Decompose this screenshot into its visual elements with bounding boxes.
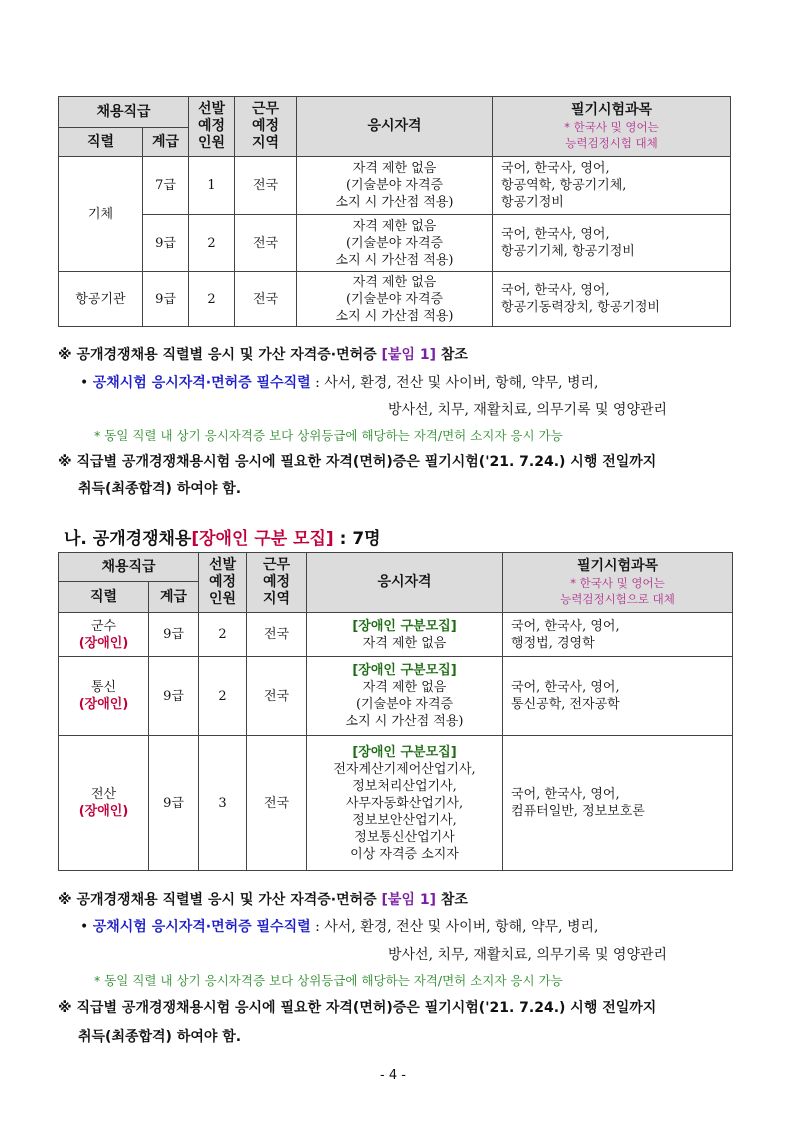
header-job-grade: 채용직급 (59, 553, 199, 582)
cell-region: 전국 (247, 736, 307, 871)
header-grade: 계급 (143, 128, 189, 157)
cell-count: 3 (199, 736, 247, 871)
cell-qualification: 자격 제한 없음 (기술분야 자격증 소지 시 가산점 적용) (297, 215, 493, 272)
cell-qualification: 자격 제한 없음 (기술분야 자격증 소지 시 가산점 적용) (297, 157, 493, 215)
cell-qualification: 자격 제한 없음 (기술분야 자격증 소지 시 가산점 적용) (297, 272, 493, 327)
note-certificate-deadline-cont: 취득(최종합격) 하여야 함. (78, 1029, 242, 1045)
cell-region: 전국 (247, 657, 307, 736)
cell-subjects: 국어, 한국사, 영어, 통신공학, 전자공학 (503, 657, 733, 736)
table-row (59, 215, 731, 272)
cell-region: 전국 (235, 215, 297, 272)
cell-series: 기체 (59, 157, 143, 272)
cell-subjects: 국어, 한국사, 영어, 항공기동력장치, 항공기정비 (493, 272, 731, 327)
cell-count: 2 (199, 657, 247, 736)
header-work-region: 근무 예정 지역 (235, 97, 297, 157)
header-exam-subjects: 필기시험과목 * 한국사 및 영어는 능력검정시험 대체 (493, 97, 731, 157)
cell-region: 전국 (235, 272, 297, 327)
cell-count: 2 (189, 215, 235, 272)
cell-grade: 9급 (149, 657, 199, 736)
table-disabled-recruitment (58, 552, 733, 871)
header-exam-subjects: 필기시험과목 * 한국사 및 영어는 능력검정시험으로 대체 (503, 553, 733, 613)
table-row (59, 157, 731, 215)
cell-qualification: [장애인 구분모집] 자격 제한 없음 (기술분야 자격증 소지 시 가산점 적용) (307, 657, 503, 736)
cell-series: 군수 (장애인) (59, 613, 149, 657)
note-certificate-reference: ※ 공개경쟁채용 직렬별 응시 및 가산 자격증·면허증 [붙임 1] 참조 (58, 892, 468, 908)
bullet-required-series: • 공채시험 응시자격·면허증 필수직렬 : 사서, 환경, 전산 및 사이버, 항해, 약무, 병리, (80, 919, 599, 935)
cell-subjects: 국어, 한국사, 영어, 항공역학, 항공기기체, 항공기정비 (493, 157, 731, 215)
appendix-link[interactable]: [붙임 1] (381, 347, 436, 363)
cell-count: 2 (189, 272, 235, 327)
cell-series: 항공기관 (59, 272, 143, 327)
note-certificate-reference: ※ 공개경쟁채용 직렬별 응시 및 가산 자격증·면허증 [붙임 1] 참조 (58, 347, 468, 363)
bullet-required-series-cont: 방사선, 치무, 재활치료, 의무기록 및 영양관리 (388, 947, 668, 963)
section-title: 나. 공개경쟁채용[장애인 구분 모집] : 7명 (64, 529, 381, 549)
cell-qualification: [장애인 구분모집] 자격 제한 없음 (307, 613, 503, 657)
table-row (59, 657, 733, 736)
note-certificate-deadline: ※ 직급별 공개경쟁채용시험 응시에 필요한 자격(면허)증은 필기시험('21. 7.24.) 시행 전일까지 (58, 454, 657, 470)
table-general-recruitment (58, 96, 731, 327)
cell-qualification: [장애인 구분모집] 전자계산기제어산업기사, 정보처리산업기사, 사무자동화산업기사, 정보보안산업기사, 정보통신산업기사 이상 자격증 소지자 (307, 736, 503, 871)
cell-subjects: 국어, 한국사, 영어, 컴퓨터일반, 정보보호론 (503, 736, 733, 871)
table-row (59, 736, 733, 871)
table-row (59, 613, 733, 657)
header-work-region: 근무 예정 지역 (247, 553, 307, 613)
green-note: * 동일 직렬 내 상기 응시자격증 보다 상위등급에 해당하는 자격/면허 소지자 응시 가능 (94, 973, 563, 988)
cell-subjects: 국어, 한국사, 영어, 항공기기체, 항공기정비 (493, 215, 731, 272)
header-planned-count: 선발 예정 인원 (199, 553, 247, 613)
page-number: - 4 - (380, 1068, 406, 1083)
cell-count: 1 (189, 157, 235, 215)
cell-series: 전산 (장애인) (59, 736, 149, 871)
cell-grade: 9급 (149, 736, 199, 871)
header-job-grade: 채용직급 (59, 97, 189, 128)
cell-grade: 9급 (149, 613, 199, 657)
cell-grade: 9급 (143, 215, 189, 272)
note-certificate-deadline-cont: 취득(최종합격) 하여야 함. (78, 481, 242, 497)
cell-region: 전국 (247, 613, 307, 657)
header-qualification: 응시자격 (297, 97, 493, 157)
green-note: * 동일 직렬 내 상기 응시자격증 보다 상위등급에 해당하는 자격/면허 소지자 응시 가능 (94, 428, 563, 443)
cell-count: 2 (199, 613, 247, 657)
bullet-required-series: • 공채시험 응시자격·면허증 필수직렬 : 사서, 환경, 전산 및 사이버, 항해, 약무, 병리, (80, 375, 599, 391)
note-certificate-deadline: ※ 직급별 공개경쟁채용시험 응시에 필요한 자격(면허)증은 필기시험('21. 7.24.) 시행 전일까지 (58, 1000, 657, 1016)
header-series: 직렬 (59, 582, 149, 613)
cell-series: 통신 (장애인) (59, 657, 149, 736)
cell-grade: 7급 (143, 157, 189, 215)
cell-subjects: 국어, 한국사, 영어, 행정법, 경영학 (503, 613, 733, 657)
header-qualification: 응시자격 (307, 553, 503, 613)
header-grade: 계급 (149, 582, 199, 613)
appendix-link[interactable]: [붙임 1] (381, 892, 436, 908)
cell-region: 전국 (235, 157, 297, 215)
table-row (59, 272, 731, 327)
bullet-required-series-cont: 방사선, 치무, 재활치료, 의무기록 및 영양관리 (388, 402, 668, 418)
cell-grade: 9급 (143, 272, 189, 327)
header-series: 직렬 (59, 128, 143, 157)
header-planned-count: 선발 예정 인원 (189, 97, 235, 157)
